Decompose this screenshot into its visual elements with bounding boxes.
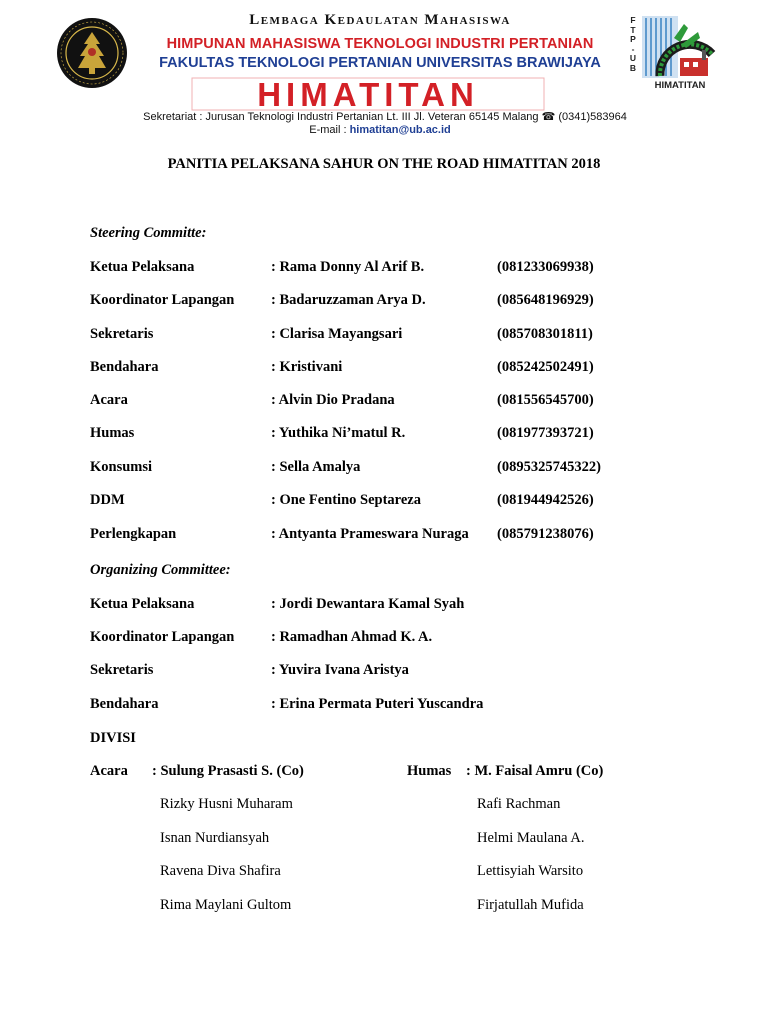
email-line (140, 124, 620, 136)
acara-member: Rizky Husni Muharam (160, 796, 293, 812)
steering-row (90, 459, 710, 479)
role-label: DDM (90, 492, 125, 508)
steering-heading: Steering Committe: (90, 225, 207, 241)
phone-number: (085791238076) (497, 526, 594, 542)
email-address[interactable]: himatitan@ub.ac.id (349, 124, 451, 136)
humas-member: Firjatullah Mufida (477, 897, 584, 913)
steering-row (90, 259, 710, 279)
acara-member: Isnan Nurdiansyah (160, 830, 270, 846)
role-label: Sekretaris (90, 662, 154, 678)
steering-row (90, 292, 710, 312)
acara-member: Rima Maylani Gultom (160, 897, 292, 913)
steering-row (90, 326, 710, 346)
side-letter: F (630, 15, 636, 25)
role-label: Ketua Pelaksana (90, 259, 195, 275)
side-letter: P (630, 34, 636, 45)
role-label: Ketua Pelaksana (90, 596, 195, 612)
org-line: Lembaga Kedaulatan Mahasiswa (249, 12, 511, 28)
member-name: : Yuvira Ivana Aristya (271, 662, 409, 678)
organizing-row (90, 629, 710, 649)
side-letter: - (631, 43, 635, 54)
humas-member: Helmi Maulana A. (477, 830, 585, 846)
phone-number: (081977393721) (497, 425, 594, 441)
phone-number: (081556545700) (497, 392, 594, 408)
member-name: : Kristivani (271, 359, 343, 375)
role-label: Koordinator Lapangan (90, 629, 235, 645)
member-name: : Clarisa Mayangsari (271, 326, 403, 342)
himatitan-banner (186, 76, 550, 112)
ftp-ub-vertical (626, 16, 640, 74)
side-letter: U (629, 53, 637, 64)
humas-division-label: Humas (407, 763, 452, 779)
acara-member: Ravena Diva Shafira (160, 863, 281, 879)
role-label: Humas (90, 425, 135, 441)
role-label: Bendahara (90, 696, 159, 712)
email-label: E-mail : (309, 124, 350, 136)
document-title: PANITIA PELAKSANA SAHUR ON THE ROAD HIMATITAN 2018 (167, 156, 601, 172)
role-label: Perlengkapan (90, 526, 177, 542)
member-name: : Sella Amalya (271, 459, 361, 475)
steering-row (90, 359, 710, 379)
member-name: : Antyanta Prameswara Nuraga (271, 526, 469, 542)
member-name: : One Fentino Septareza (271, 492, 421, 508)
member-name: : Yuthika Ni’matul R. (271, 425, 406, 441)
acara-division-label: Acara (90, 763, 128, 779)
acara-coordinator: : Sulung Prasasti S. (Co) (152, 763, 304, 779)
steering-row (90, 492, 710, 512)
phone-number: (081233069938) (497, 259, 594, 275)
side-letter: T (630, 24, 636, 35)
steering-row (90, 392, 710, 412)
role-label: Koordinator Lapangan (90, 292, 235, 308)
member-name: : Erina Permata Puteri Yuscandra (271, 696, 484, 712)
organizing-row (90, 662, 710, 682)
steering-row (90, 526, 710, 546)
organizing-heading: Organizing Committee: (90, 562, 231, 578)
humas-member: Lettisyiah Warsito (477, 863, 584, 879)
steering-row (90, 425, 710, 445)
side-letter: B (629, 62, 637, 73)
himatitan-logo-label: HIMATITAN (654, 80, 706, 91)
role-label: Sekretaris (90, 326, 154, 342)
humas-coordinator: : M. Faisal Amru (Co) (466, 763, 604, 779)
phone-number: (085708301811) (497, 326, 593, 342)
role-label: Acara (90, 392, 128, 408)
phone-number: (0895325745322) (497, 459, 601, 475)
university-seal-logo (56, 16, 128, 90)
himatitan-banner-text: HIMATITAN (257, 76, 479, 112)
member-name: : Ramadhan Ahmad K. A. (271, 629, 433, 645)
fakultas-line: FAKULTAS TEKNOLOGI PERTANIAN UNIVERSITAS BRAWIJAYA (159, 55, 601, 71)
phone-number: (085648196929) (497, 292, 594, 308)
role-label: Bendahara (90, 359, 159, 375)
member-name: : Rama Donny Al Arif B. (271, 259, 425, 275)
himpunan-line: HIMPUNAN MAHASISWA TEKNOLOGI INDUSTRI PERTANIAN (166, 36, 594, 52)
role-label: Konsumsi (90, 459, 153, 475)
member-name: : Alvin Dio Pradana (271, 392, 395, 408)
member-name: : Jordi Dewantara Kamal Syah (271, 596, 465, 612)
divisi-heading: DIVISI (90, 730, 136, 746)
humas-member: Rafi Rachman (477, 796, 561, 812)
organizing-row (90, 596, 710, 616)
phone-number: (085242502491) (497, 359, 594, 375)
organizing-row (90, 696, 710, 716)
secretariat-address: Sekretariat : Jurusan Teknologi Industri Pertanian Lt. III Jl. Veteran 65145 Malang ☎ (0341)583964 (143, 111, 627, 123)
member-name: : Badaruzzaman Arya D. (271, 292, 426, 308)
phone-number: (081944942526) (497, 492, 594, 508)
